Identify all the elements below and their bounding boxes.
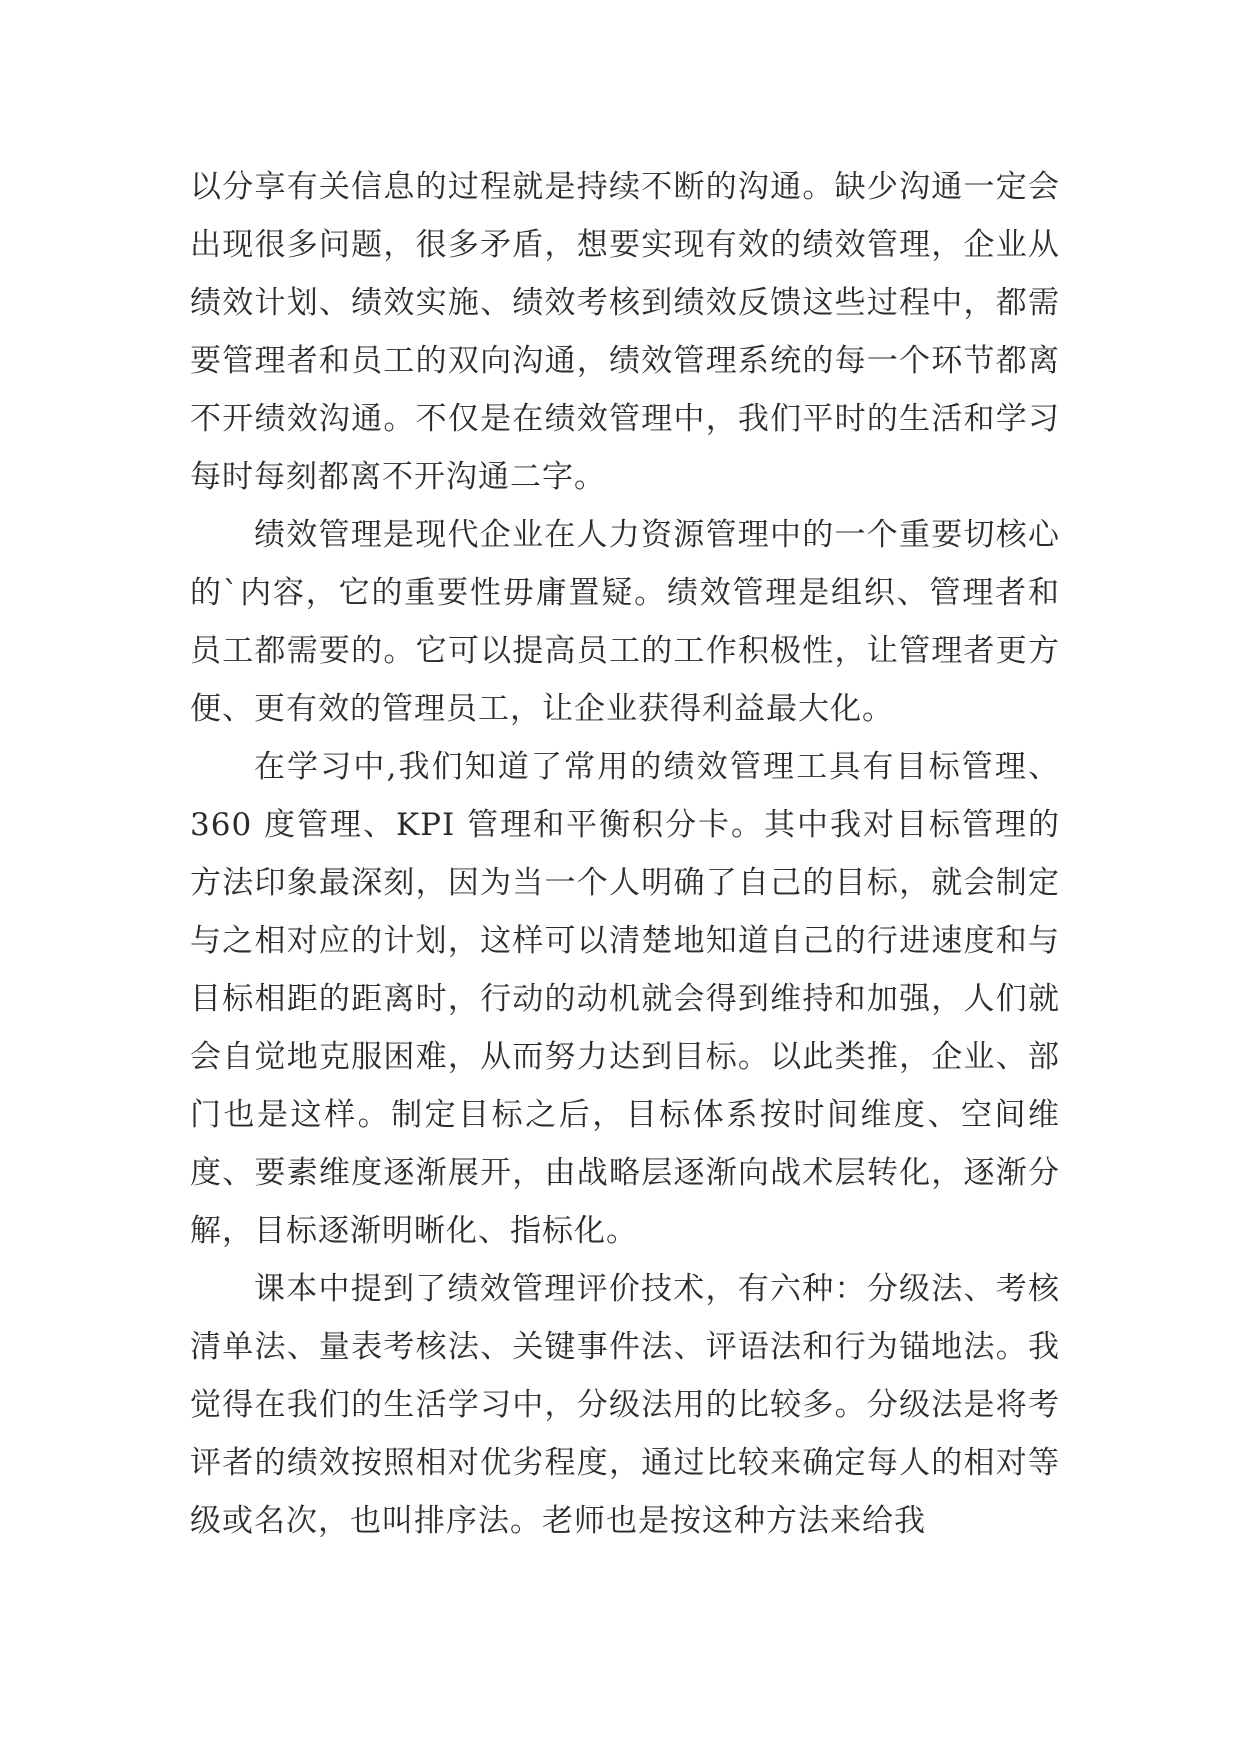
paragraph: 以分享有关信息的过程就是持续不断的沟通。缺少沟通一定会出现很多问题，很多矛盾，想要实现有效的绩效管理，企业从绩效计划、绩效实施、绩效考核到绩效反馈这些过程中，都需要管理者和员工的双向沟通，绩效管理系统的每一个环节都离不开绩效沟通。不仅是在绩效管理中，我们平时的生活和学习每时每刻都离不开沟通二字。	[190, 169, 1060, 495]
paragraph: 在学习中,我们知道了常用的绩效管理工具有目标管理、360 度管理、KPI 管理和平衡积分卡。其中我对目标管理的方法印象最深刻，因为当一个人明确了自己的目标，就会制定与之相对应的计划，这样可以清楚地知道自己的行进速度和与目标相距的距离时，行动的动机就会得到维持和加强，人们就会自觉地克服困难，从而努力达到目标。以此类推，企业、部门也是这样。制定目标之后，目标体系按时间维度、空间维度、要素维度逐渐展开，由战略层逐渐向战术层转化，逐渐分解，目标逐渐明晰化、指标化。	[190, 749, 1060, 1249]
paragraph: 课本中提到了绩效管理评价技术，有六种：分级法、考核清单法、量表考核法、关键事件法、评语法和行为锚地法。我觉得在我们的生活学习中，分级法用的比较多。分级法是将考评者的绩效按照相对优劣程度，通过比较来确定每人的相对等级或名次，也叫排序法。老师也是按这种方法来给我	[190, 1271, 1060, 1539]
paragraph: 绩效管理是现代企业在人力资源管理中的一个重要切核心的`内容，它的重要性毋庸置疑。绩效管理是组织、管理者和员工都需要的。它可以提高员工的工作积极性，让管理者更方便、更有效的管理员工，让企业获得利益最大化。	[190, 517, 1060, 727]
document-body	[190, 158, 1060, 1550]
